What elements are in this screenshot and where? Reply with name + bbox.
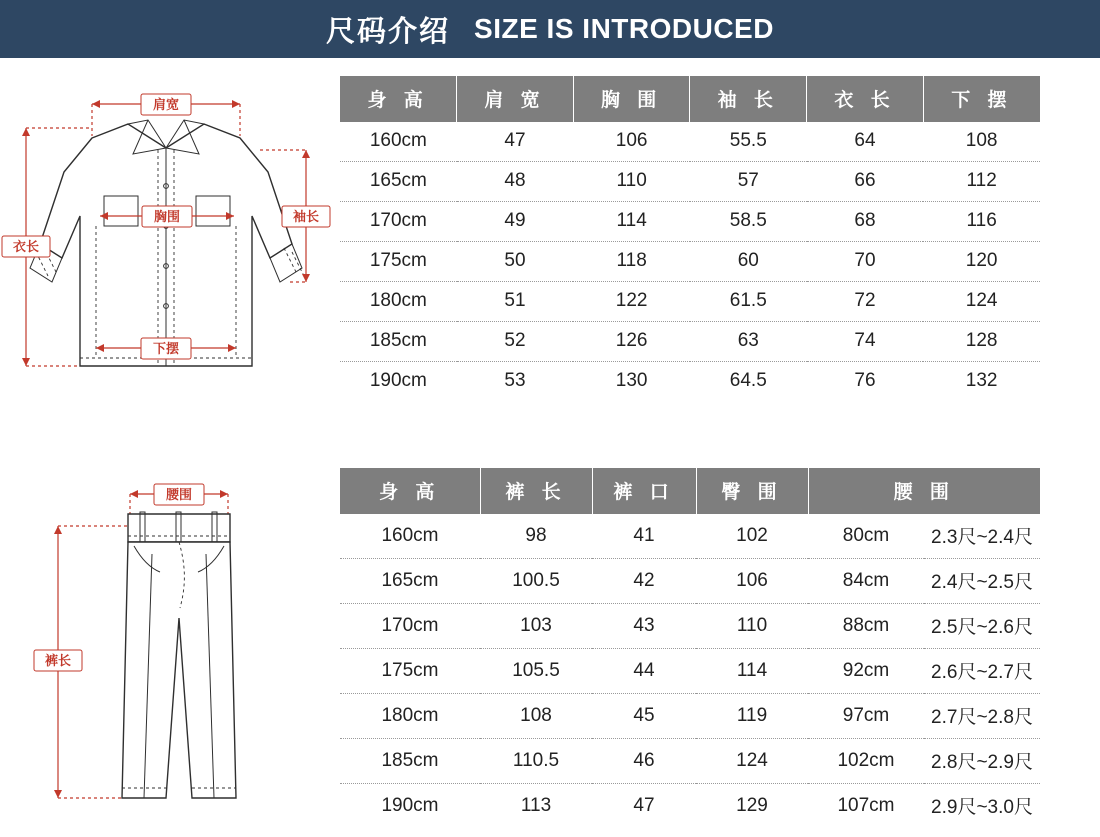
cell-height: 165cm xyxy=(340,162,457,202)
cell-chest: 126 xyxy=(573,322,690,362)
cell-height: 180cm xyxy=(340,694,480,739)
cell-hem: 108 xyxy=(923,122,1040,162)
table-row xyxy=(340,362,1040,402)
table-row xyxy=(340,242,1040,282)
table-row xyxy=(340,784,1040,829)
table-row xyxy=(340,739,1040,784)
cell-sleeve: 60 xyxy=(690,242,807,282)
cell-pant-length: 105.5 xyxy=(480,649,592,694)
table-row xyxy=(340,202,1040,242)
chest-label: 胸围 xyxy=(153,209,181,224)
cell-height: 175cm xyxy=(340,242,457,282)
cell-height: 170cm xyxy=(340,202,457,242)
cell-chest: 122 xyxy=(573,282,690,322)
cell-pant-opening: 41 xyxy=(592,514,696,559)
cell-chest: 110 xyxy=(573,162,690,202)
cell-pant-length: 113 xyxy=(520,794,552,816)
pants-section xyxy=(0,468,1100,828)
length-label: 衣长 xyxy=(12,239,40,254)
cell-hip: 110 xyxy=(696,604,808,649)
cell-pant-length: 100.5 xyxy=(480,559,592,604)
cell-shoulder: 47 xyxy=(457,122,574,162)
cell-length: 74 xyxy=(807,322,924,362)
cell-shoulder: 51 xyxy=(457,282,574,322)
cell-shoulder: 50 xyxy=(457,242,574,282)
shirt-figure-container xyxy=(0,76,340,416)
cell-hem: 112 xyxy=(923,162,1040,202)
cell-pant-opening: 42 xyxy=(592,559,696,604)
cell-chest: 118 xyxy=(573,242,690,282)
cell-hem: 120 xyxy=(923,242,1040,282)
cell-hip: 102 xyxy=(696,514,808,559)
shirt-section xyxy=(0,76,1100,416)
shirt-table-container xyxy=(340,76,1060,401)
cell-height: 185cm xyxy=(340,739,480,784)
cell-pant-opening: 45 xyxy=(592,694,696,739)
cell-pant-opening: 47 xyxy=(633,794,655,816)
pant-length-dimension xyxy=(34,526,128,798)
shirt-body-shape xyxy=(30,120,304,366)
col-header-height: 身 高 xyxy=(340,76,457,122)
page-header xyxy=(0,0,1100,58)
col-header-waist: 腰 围 xyxy=(808,468,1040,514)
col-header-chest: 胸 围 xyxy=(573,76,690,122)
col-header-hem: 下 摆 xyxy=(923,76,1040,122)
waist-label: 腰围 xyxy=(165,487,193,502)
cell-sleeve: 55.5 xyxy=(690,122,807,162)
cell-pant-length: 103 xyxy=(480,604,592,649)
shirt-diagram xyxy=(0,76,340,416)
cell-waist-chi: 2.6尺~2.7尺 xyxy=(924,649,1040,694)
cell-waist-chi: 2.4尺~2.5尺 xyxy=(924,559,1040,604)
cell-height: 160cm xyxy=(340,514,480,559)
cell-sleeve: 64.5 xyxy=(729,370,767,391)
cell-waist-chi: 2.9尺~3.0尺 xyxy=(931,797,1033,818)
table-header-row xyxy=(340,468,1040,514)
cell-hem: 116 xyxy=(923,202,1040,242)
cell-waist-cm: 84cm xyxy=(808,559,924,604)
pants-table-container xyxy=(340,468,1060,828)
cell-sleeve: 58.5 xyxy=(690,202,807,242)
col-header-length: 衣 长 xyxy=(807,76,924,122)
cell-height: 180cm xyxy=(340,282,457,322)
cell-sleeve: 57 xyxy=(690,162,807,202)
cell-height: 190cm xyxy=(381,794,439,816)
table-row xyxy=(340,694,1040,739)
cell-hip: 114 xyxy=(696,649,808,694)
cell-hem: 128 xyxy=(923,322,1040,362)
cell-length: 72 xyxy=(807,282,924,322)
cell-length: 76 xyxy=(854,370,876,391)
table-row xyxy=(340,322,1040,362)
table-header-row xyxy=(340,76,1040,122)
cell-waist-cm: 80cm xyxy=(808,514,924,559)
table-row xyxy=(340,649,1040,694)
table-row xyxy=(340,162,1040,202)
cell-sleeve: 61.5 xyxy=(690,282,807,322)
cell-waist-cm: 97cm xyxy=(808,694,924,739)
col-header-pant-length: 裤 长 xyxy=(480,468,592,514)
page-title-en: SIZE IS INTRODUCED xyxy=(474,13,774,44)
cell-pant-length: 98 xyxy=(480,514,592,559)
cell-hip: 124 xyxy=(696,739,808,784)
cell-hem: 132 xyxy=(965,370,998,391)
table-row xyxy=(340,559,1040,604)
cell-pant-length: 108 xyxy=(480,694,592,739)
cell-chest: 106 xyxy=(573,122,690,162)
cell-length: 68 xyxy=(807,202,924,242)
cell-length: 64 xyxy=(807,122,924,162)
pants-size-table xyxy=(340,468,1040,828)
cell-shoulder: 52 xyxy=(457,322,574,362)
cell-sleeve: 63 xyxy=(690,322,807,362)
cell-chest: 130 xyxy=(615,370,648,391)
col-header-pant-opening: 裤 口 xyxy=(592,468,696,514)
cell-height: 170cm xyxy=(340,604,480,649)
cell-chest: 114 xyxy=(573,202,690,242)
hem-label: 下摆 xyxy=(152,341,180,356)
table-row xyxy=(340,122,1040,162)
cell-waist-chi: 2.8尺~2.9尺 xyxy=(924,739,1040,784)
cell-waist-chi: 2.7尺~2.8尺 xyxy=(924,694,1040,739)
cell-pant-opening: 46 xyxy=(592,739,696,784)
cell-pant-opening: 43 xyxy=(592,604,696,649)
cell-waist-chi: 2.3尺~2.4尺 xyxy=(924,514,1040,559)
pants-body-shape xyxy=(122,512,236,798)
col-header-sleeve: 袖 长 xyxy=(690,76,807,122)
cell-height: 160cm xyxy=(340,122,457,162)
pants-diagram xyxy=(0,468,340,828)
cell-waist-chi: 2.5尺~2.6尺 xyxy=(924,604,1040,649)
table-row xyxy=(340,514,1040,559)
cell-hip: 106 xyxy=(696,559,808,604)
cell-height: 190cm xyxy=(369,370,427,391)
cell-waist-cm: 92cm xyxy=(808,649,924,694)
cell-hip: 119 xyxy=(696,694,808,739)
cell-hip: 129 xyxy=(736,794,768,816)
cell-shoulder: 53 xyxy=(504,370,526,391)
col-header-shoulder: 肩 宽 xyxy=(457,76,574,122)
sleeve-label: 袖长 xyxy=(292,209,320,224)
table-row xyxy=(340,282,1040,322)
shoulder-dimension xyxy=(92,94,240,115)
cell-hem: 124 xyxy=(923,282,1040,322)
col-header-height: 身 高 xyxy=(340,468,480,514)
pants-figure-container xyxy=(0,468,340,828)
shirt-size-table xyxy=(340,76,1040,401)
cell-height: 165cm xyxy=(340,559,480,604)
waist-dimension xyxy=(130,484,228,514)
cell-pant-length: 110.5 xyxy=(480,739,592,784)
shoulder-label: 肩宽 xyxy=(152,97,180,112)
table-row xyxy=(340,604,1040,649)
cell-height: 175cm xyxy=(340,649,480,694)
page-title-cn: 尺码介绍 xyxy=(326,15,451,48)
cell-length: 70 xyxy=(807,242,924,282)
cell-height: 185cm xyxy=(340,322,457,362)
cell-waist-cm: 88cm xyxy=(808,604,924,649)
cell-length: 66 xyxy=(807,162,924,202)
col-header-hip: 臀 围 xyxy=(696,468,808,514)
cell-waist-cm: 102cm xyxy=(808,739,924,784)
cell-waist-cm: 107cm xyxy=(837,794,895,816)
cell-pant-opening: 44 xyxy=(592,649,696,694)
cell-shoulder: 49 xyxy=(457,202,574,242)
cell-shoulder: 48 xyxy=(457,162,574,202)
pant-length-label: 裤长 xyxy=(44,653,72,668)
